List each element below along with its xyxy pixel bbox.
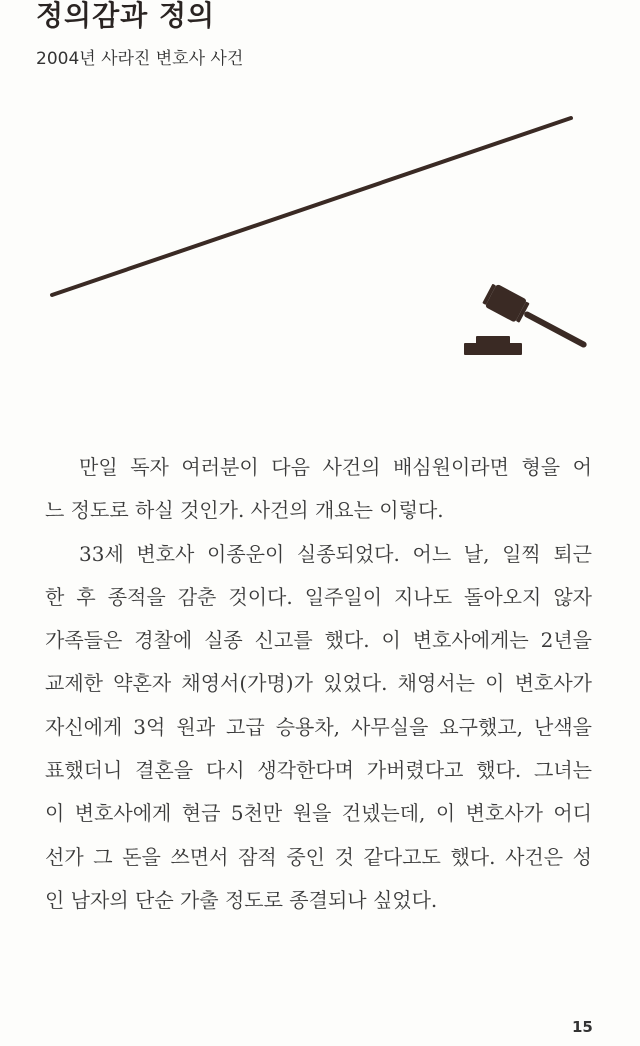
body-line: 33세 변호사 이종운이 실종되었다. 어느 날, 일찍 퇴근 — [79, 541, 592, 566]
gavel-icon — [464, 282, 592, 358]
body-line: 이 변호사에게 현금 5천만 원을 건넸는데, 이 변호사가 어디 — [45, 801, 592, 826]
page-number: 15 — [572, 1018, 593, 1036]
diagonal-line — [52, 118, 571, 295]
body-line: 교제한 약혼자 채영서(가명)가 있었다. 채영서는 이 변호사가 — [45, 671, 592, 696]
illustration — [0, 0, 640, 420]
body-line: 표했더니 결혼을 다시 생각한다며 가버렸다고 했다. 그녀는 — [45, 758, 592, 783]
body-line: 선가 그 돈을 쓰면서 잠적 중인 것 같다고도 했다. 사건은 성 — [45, 844, 592, 869]
body-line: 한 후 종적을 감춘 것이다. 일주일이 지나도 돌아오지 않자 — [45, 584, 592, 609]
body-line: 자신에게 3억 원과 고급 승용차, 사무실을 요구했고, 난색을 — [45, 714, 592, 739]
body-line: 인 남자의 단순 가출 정도로 종결되나 싶었다. — [45, 887, 438, 912]
body-line: 가족들은 경찰에 실종 신고를 했다. 이 변호사에게는 2년을 — [45, 628, 592, 653]
chapter-subtitle: 2004년 사라진 변호사 사건 — [36, 49, 244, 69]
body-line: 느 정도로 하실 것인가. 사건의 개요는 이렇다. — [45, 498, 444, 523]
chapter-title: 정의감과 정의 — [36, 0, 216, 32]
body-line: 만일 독자 여러분이 다음 사건의 배심원이라면 형을 어 — [79, 455, 592, 479]
body-text — [45, 446, 592, 922]
